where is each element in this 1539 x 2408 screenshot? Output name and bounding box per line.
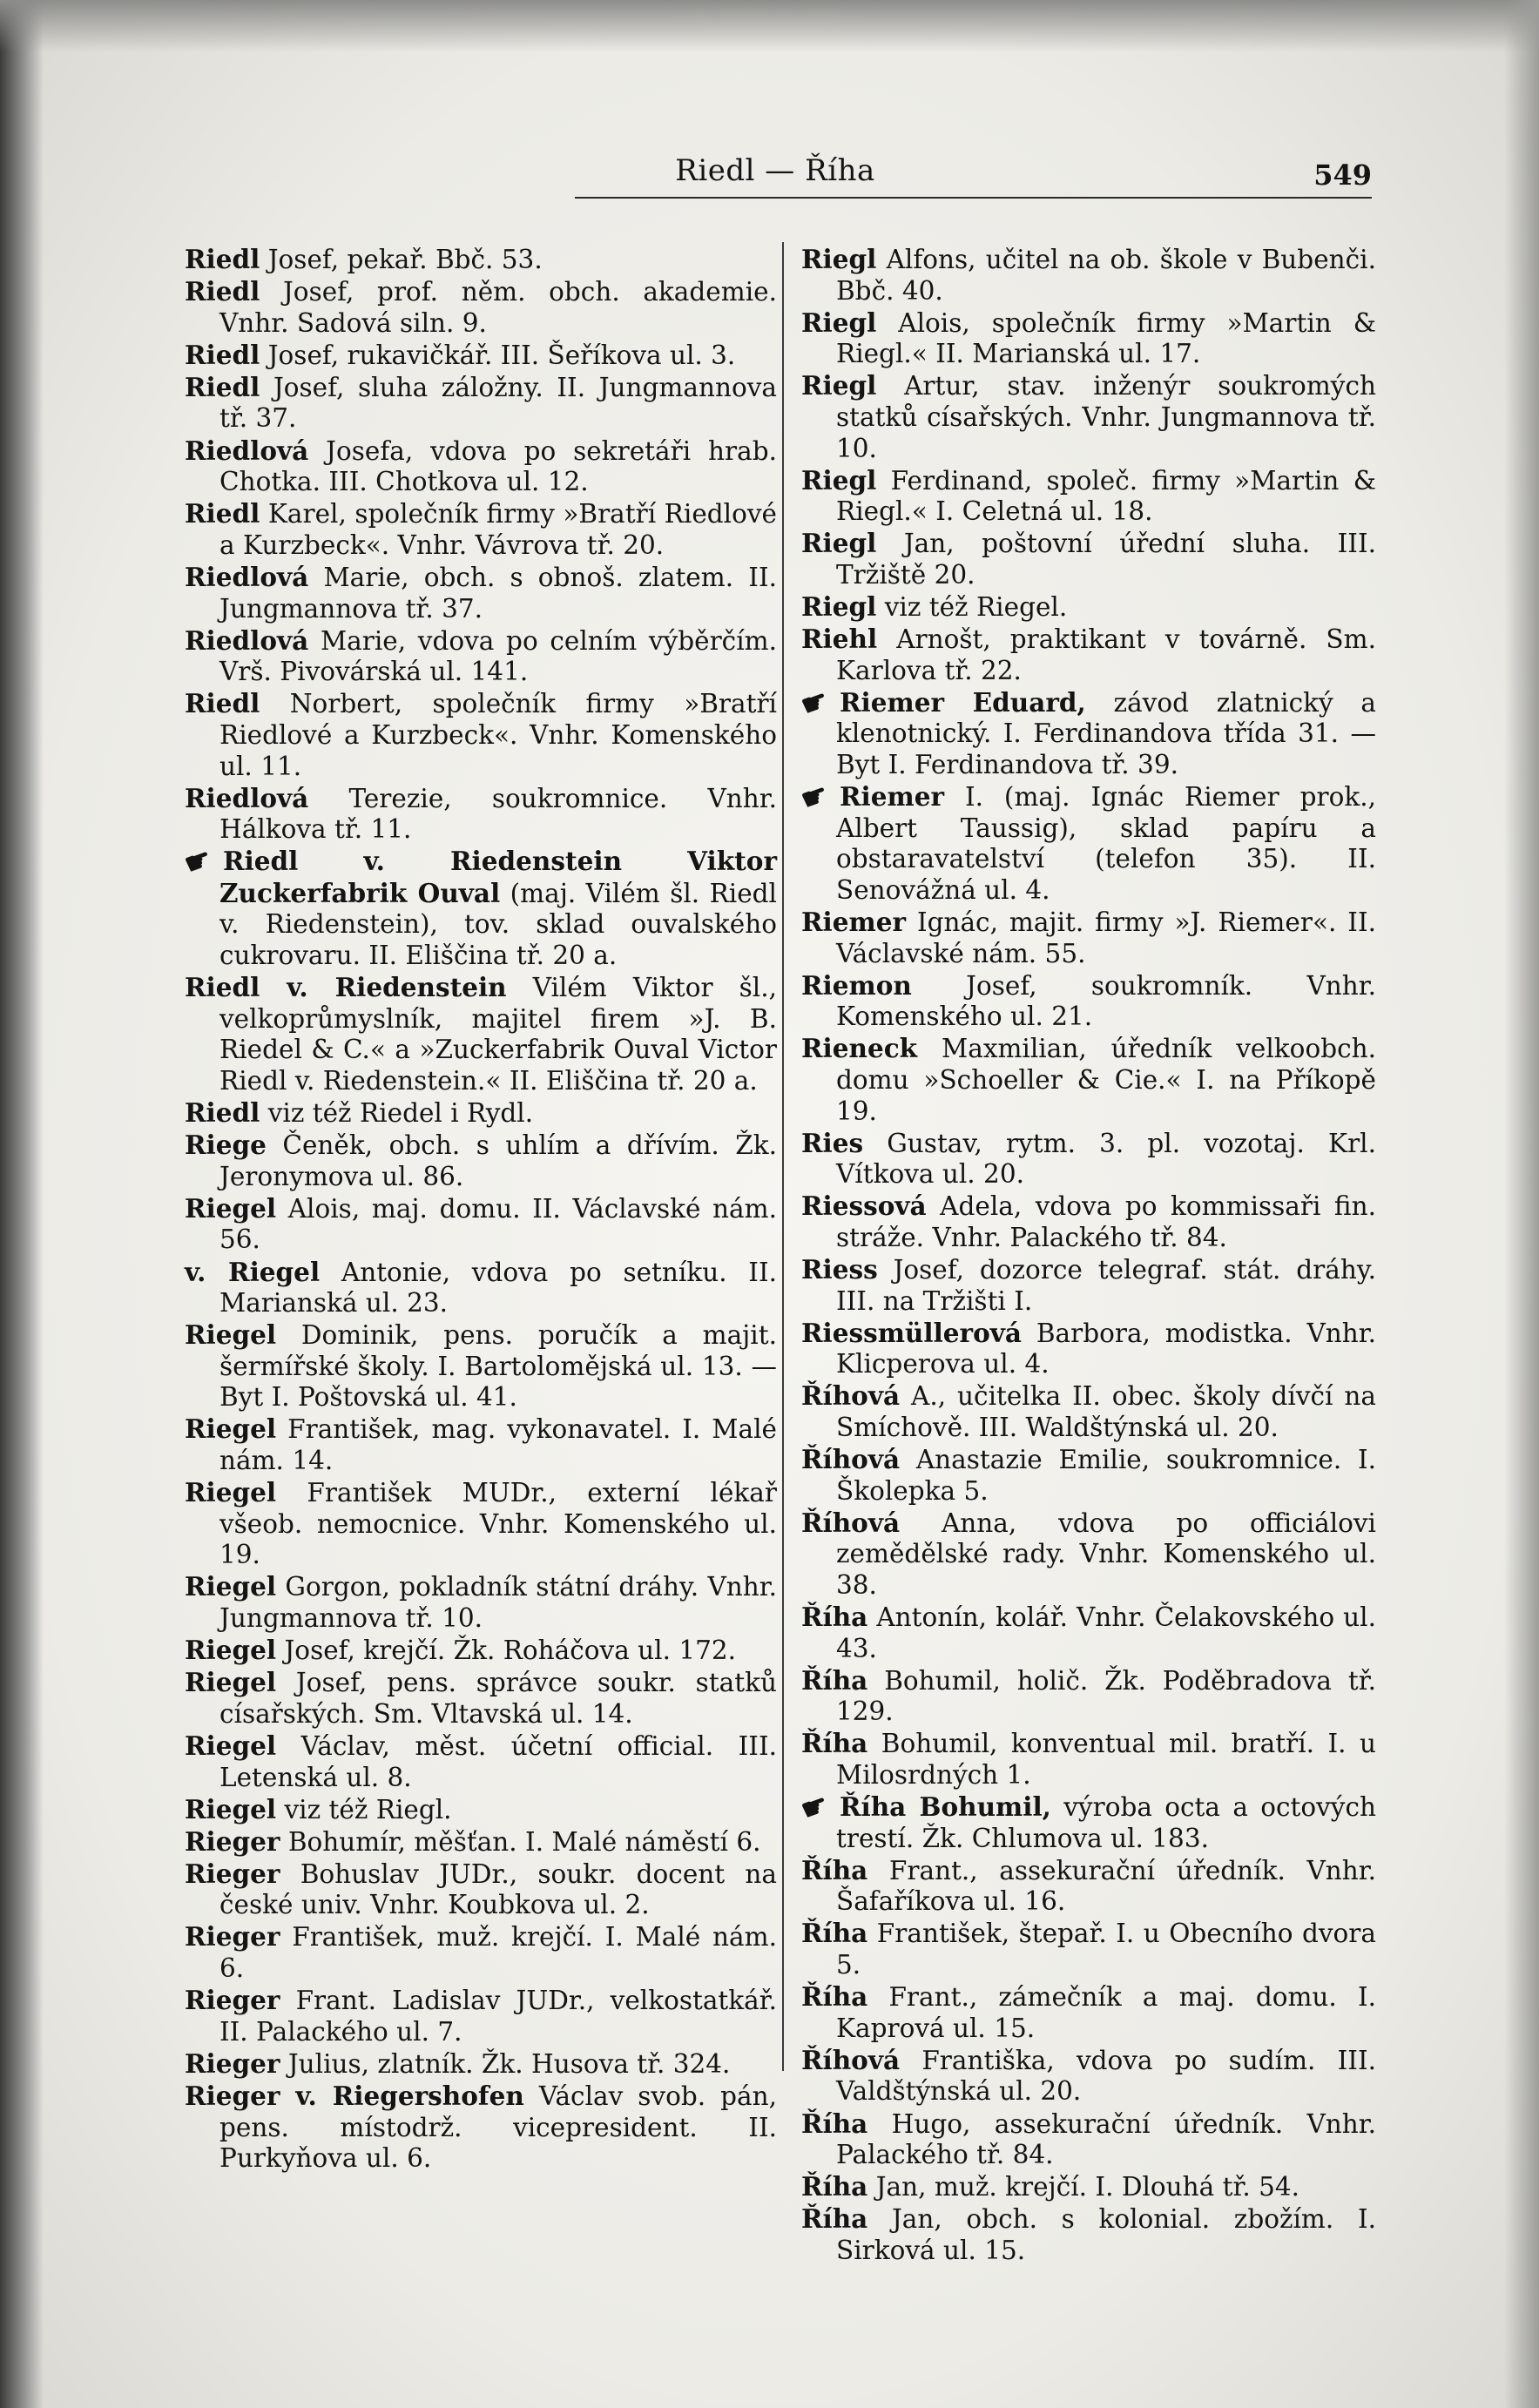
entry-details: Bohumil, konventual mil. bratří. I. u Milosrdných 1.	[836, 1729, 1376, 1790]
entry-details: Václav, měst. účetní official. III. Letenská ul. 8.	[219, 1730, 777, 1792]
entry-details: Josef, pens. správce soukr. statků císařských. Sm. Vltavská ul. 14.	[219, 1668, 777, 1729]
entry-details: Antonín, kolář. Vnhr. Čelakovského ul. 43.	[836, 1602, 1376, 1663]
directory-entry	[801, 1380, 1376, 1443]
directory-entry	[801, 528, 1376, 590]
entry-surname: Riedlová	[185, 624, 309, 656]
directory-entry	[185, 244, 777, 276]
directory-entry	[796, 776, 1376, 906]
directory-entry	[801, 970, 1376, 1033]
entry-surname: Riegel	[185, 1635, 277, 1666]
entry-surname: Riemon	[801, 969, 912, 1001]
entry-details: závod zlatnický a klenotnický. I. Ferdinandova třída 31. — Byt I. Ferdinandova tř. 39.	[836, 687, 1376, 779]
directory-entry	[185, 1477, 777, 1571]
directory-entry	[185, 1097, 777, 1130]
entry-details: Alois, společník firmy »Martin & Riegl.« II. Marianská ul. 17.	[836, 307, 1376, 369]
directory-entry	[185, 1257, 777, 1319]
entry-surname: Riedl	[185, 244, 260, 274]
entry-surname: Říha Bohumil,	[840, 1791, 1051, 1823]
directory-entry	[801, 1128, 1376, 1191]
entry-surname: Říha	[801, 1664, 868, 1696]
directory-entry	[185, 1571, 777, 1634]
entry-surname: Říhová	[801, 1380, 901, 1412]
directory-entry	[801, 1665, 1376, 1728]
entry-surname: Riedlová	[185, 782, 309, 813]
entry-surname: Říha	[801, 2171, 868, 2202]
entry-surname: Riedl	[185, 371, 260, 402]
entry-details: Josef, sluha záložny. II. Jungmannova tř. 37.	[219, 372, 777, 434]
entry-surname: Riedl	[185, 1097, 260, 1129]
entry-details: Josef, dozorce telegraf. stát. dráhy. III. na Tržišti I.	[836, 1255, 1376, 1316]
directory-entry	[801, 1033, 1376, 1127]
directory-entry	[185, 1985, 777, 2047]
directory-entry	[801, 2203, 1376, 2266]
directory-entry	[801, 1318, 1376, 1380]
top-edge-shadow	[0, 0, 1539, 52]
entry-surname: Riemer Eduard,	[840, 686, 1086, 718]
directory-entry	[801, 1444, 1376, 1507]
entry-surname: Riedlová	[185, 561, 309, 592]
entry-surname: Říha	[801, 1854, 868, 1885]
entry-surname: Riegel	[185, 1730, 277, 1761]
pointing-hand-icon: ☛	[796, 776, 834, 819]
entry-surname: Riegel	[185, 1192, 277, 1224]
directory-entry	[185, 972, 777, 1096]
directory-entry	[185, 1319, 777, 1413]
entry-details: viz též Riegel.	[884, 592, 1068, 623]
entry-surname: Riegel	[185, 1571, 277, 1602]
entry-details: Čeněk, obch. s uhlím a dřívím. Žk. Jeronymova ul. 86.	[219, 1130, 777, 1191]
directory-entry	[185, 435, 777, 498]
directory-entry	[801, 2045, 1376, 2108]
directory-entry	[801, 1508, 1376, 1602]
directory-entry	[179, 840, 777, 971]
entry-details: Julius, zlatník. Žk. Husova tř. 324.	[287, 2048, 731, 2079]
directory-entry	[185, 1667, 777, 1730]
page-number: 549	[1313, 159, 1372, 192]
directory-entry	[801, 1981, 1376, 2044]
directory-entry	[185, 1635, 777, 1667]
entry-details: Františka, vdova po sudím. III. Valdštýnská ul. 20.	[836, 2045, 1376, 2107]
entry-details: Ignác, majit. firmy »J. Riemer«. II. Václavské nám. 55.	[836, 907, 1376, 968]
entry-details: A., učitelka II. obec. školy dívčí na Smíchově. III. Waldštýnská ul. 20.	[836, 1381, 1376, 1442]
directory-entry	[801, 1191, 1376, 1253]
directory-entry	[185, 688, 777, 782]
running-title: Riedl — Říha	[675, 153, 875, 188]
entry-surname: Říha	[801, 1728, 868, 1759]
entry-surname: v. Riegel	[185, 1256, 321, 1287]
entry-surname: Riegel	[185, 1319, 277, 1351]
entry-surname: Riegl	[801, 244, 877, 274]
directory-entry	[185, 340, 777, 372]
entry-surname: Riemer	[840, 781, 945, 813]
entry-details: výroba octa a octových trestí. Žk. Chlumova ul. 183.	[836, 1792, 1376, 1853]
directory-entry	[801, 1918, 1376, 1980]
directory-entry	[185, 1413, 777, 1476]
entry-details: Josef, pekař. Bbč. 53.	[267, 245, 543, 274]
entry-surname: Riegl	[801, 591, 877, 623]
entry-details: Anastazie Emilie, soukromnice. I. Školepka 5.	[836, 1445, 1376, 1506]
directory-entry	[801, 1602, 1376, 1664]
entry-details: Marie, obch. s obnoš. zlatem. II. Jungmannova tř. 37.	[219, 562, 777, 624]
directory-entry	[185, 1921, 777, 1984]
pointing-hand-icon: ☛	[179, 840, 217, 883]
entry-surname: Rieger v. Riegershofen	[185, 2080, 524, 2111]
entry-surname: Rieger	[185, 1858, 280, 1889]
entry-surname: Říha	[801, 1602, 868, 1633]
directory-entry	[185, 2081, 777, 2175]
entry-details: Norbert, společník firmy »Bratří Riedlové a Kurzbeck«. Vnhr. Komenského ul. 11.	[219, 689, 777, 781]
entry-details: Dominik, pens. poručík a majit. šermířské školy. I. Bartolomějská ul. 13. — Byt I. Poštovská ul. 41.	[219, 1320, 777, 1413]
entry-details: Josefa, vdova po sekretáři hrab. Chotka. III. Chotkova ul. 12.	[219, 435, 777, 497]
entry-details: Alois, maj. domu. II. Václavské nám. 56.	[219, 1193, 777, 1255]
entry-surname: Riedl	[185, 339, 260, 370]
entry-details: Gustav, rytm. 3. pl. vozotaj. Krl. Vítkova ul. 20.	[836, 1128, 1376, 1190]
directory-entry	[185, 625, 777, 688]
entry-surname: Riegel	[185, 1793, 277, 1825]
entry-details: František MUDr., externí lékař všeob. nemocnice. Vnhr. Komenského ul. 19.	[219, 1478, 777, 1570]
directory-entry	[801, 591, 1376, 624]
right-edge-shadow	[1504, 0, 1539, 2408]
entry-details: Marie, vdova po celním výběrčím. Vrš. Pivovárská ul. 141.	[219, 625, 777, 687]
binding-shadow	[0, 0, 44, 2408]
entry-details: Anna, vdova po officiálovi zemědělské rady. Vnhr. Komenského ul. 38.	[836, 1508, 1376, 1600]
entry-surname: Riegel	[185, 1667, 277, 1698]
directory-entry	[185, 276, 777, 339]
directory-entry	[801, 1254, 1376, 1317]
directory-entry	[801, 624, 1376, 686]
directory-entry	[185, 562, 777, 624]
entry-surname: Rieger	[185, 1921, 280, 1953]
entry-details: I. (maj. Ignác Riemer prok., Albert Taussig), sklad papíru a obstaravatelství (telefon 35). II. Senovážná ul. 4.	[836, 782, 1376, 905]
entry-surname: Riessmüllerová	[801, 1317, 1023, 1348]
entry-surname: Riehl	[801, 624, 878, 655]
directory-entry	[801, 465, 1376, 528]
entry-surname: Říha	[801, 2203, 868, 2235]
entry-details: Karel, společník firmy »Bratří Riedlové a Kurzbeck«. Vnhr. Vávrova tř. 20.	[219, 499, 777, 560]
entry-surname: Říha	[801, 1981, 868, 2013]
entry-details: Bohuslav JUDr., soukr. docent na české univ. Vnhr. Koubkova ul. 2.	[219, 1858, 777, 1920]
directory-entry	[801, 370, 1376, 464]
header-rule	[575, 197, 1372, 199]
entry-details: Adela, vdova po kommissaři fin. stráže. Vnhr. Palackého tř. 84.	[836, 1191, 1376, 1252]
entry-details: Gorgon, pokladník státní dráhy. Vnhr. Jungmannova tř. 10.	[219, 1572, 777, 1634]
directory-entry	[185, 1730, 777, 1793]
entry-details: Bohumil, holič. Žk. Poděbradova tř. 129.	[836, 1665, 1376, 1727]
entry-surname: Riegl	[801, 307, 877, 338]
entry-details: Vilém Viktor šl., velkoprůmyslník, majitel firem »J. B. Riedel & C.« a »Zuckerfabrik Ouval Victor Riedl v. Riedenstein.« II. Eliščina tř. 20 a.	[219, 973, 777, 1096]
pointing-hand-icon: ☛	[796, 1786, 834, 1829]
entry-details: Antonie, vdova po setníku. II. Marianská ul. 23.	[219, 1257, 777, 1319]
right-column	[796, 244, 1376, 2267]
entry-surname: Rieger	[185, 1825, 280, 1857]
entry-surname: Riedlová	[185, 435, 309, 466]
entry-details: Artur, stav. inženýr soukromých statků císařských. Vnhr. Jungmannova tř. 10.	[836, 371, 1376, 463]
directory-entry	[801, 1855, 1376, 1918]
entry-details: Jan, poštovní úřední sluha. III. Tržiště 20.	[836, 529, 1376, 590]
page-header	[179, 148, 1372, 200]
entry-details: Frant., zámečník a maj. domu. I. Kaprová ul. 15.	[836, 1982, 1376, 2043]
entry-details: Barbora, modistka. Vnhr. Klicperova ul. 4.	[836, 1318, 1376, 1379]
entry-details: Frant. Ladislav JUDr., velkostatkář. II. Palackého ul. 7.	[219, 1986, 777, 2047]
directory-entry	[185, 1130, 777, 1192]
entry-surname: Rieger	[185, 1985, 280, 2016]
entry-details: Josef, rukavičkář. III. Šeříkova ul. 3.	[267, 340, 736, 370]
entry-details: (maj. Vilém šl. Riedl v. Riedenstein), tov. sklad ouvalského cukrovaru. II. Eliščina tř. 20 a.	[219, 878, 777, 971]
entry-details: viz též Riedel i Rydl.	[267, 1098, 534, 1129]
entry-details: Bohumír, měšťan. I. Malé náměstí 6.	[287, 1826, 761, 1857]
directory-entry	[185, 1794, 777, 1826]
entry-details: Terezie, soukromnice. Vnhr. Hálkova tř. 11.	[219, 783, 777, 845]
entry-details: Frant., assekurační úředník. Vnhr. Šafaříkova ul. 16.	[836, 1855, 1376, 1917]
directory-entry	[185, 372, 777, 435]
directory-entry	[801, 2108, 1376, 2171]
entry-details: Václav svob. pán, pens. místodrž. vicepresident. II. Purkyňova ul. 6.	[219, 2081, 778, 2174]
entry-surname: Riedl	[185, 276, 260, 307]
pointing-hand-icon: ☛	[796, 682, 834, 725]
entry-surname: Riege	[185, 1130, 267, 1161]
entry-details: Josef, krejčí. Žk. Roháčova ul. 172.	[284, 1636, 737, 1666]
directory-entry	[185, 498, 777, 561]
entry-details: František, mag. vykonavatel. I. Malé nám. 14.	[219, 1414, 777, 1476]
directory-entry	[801, 2171, 1376, 2203]
entry-surname: Říhová	[801, 1507, 901, 1538]
entry-details: Ferdinand, společ. firmy »Martin & Riegl.« I. Celetná ul. 18.	[836, 465, 1376, 527]
entry-surname: Říhová	[801, 2044, 901, 2075]
directory-entry	[796, 682, 1376, 781]
entry-surname: Riedl	[185, 688, 260, 719]
entry-details: Josef, prof. něm. obch. akademie. Vnhr. Sadová siln. 9.	[219, 277, 777, 338]
left-column	[179, 244, 778, 2175]
entry-surname: Riedl v. Riedenstein Viktor Zuckerfabrik Ouval	[219, 846, 777, 908]
entry-details: Alfons, učitel na ob. škole v Bubenči. Bbč. 40.	[836, 245, 1376, 306]
entry-surname: Riedl v. Riedenstein	[185, 972, 507, 1003]
directory-entry	[185, 1826, 777, 1858]
directory-entry	[185, 1858, 777, 1921]
entry-details: Maxmilian, úředník velkoobch. domu »Schoeller & Cie.« I. na Příkopě 19.	[836, 1034, 1376, 1126]
entry-details: František, muž. krejčí. I. Malé nám. 6.	[219, 1922, 777, 1984]
entry-details: Jan, obch. s kolonial. zbožím. I. Sirková ul. 15.	[836, 2204, 1376, 2265]
entry-surname: Říha	[801, 2108, 868, 2139]
entry-details: Arnošt, praktikant v továrně. Sm. Karlova tř. 22.	[836, 624, 1376, 685]
entry-surname: Riedl	[185, 498, 260, 529]
directory-entry	[185, 1193, 777, 1256]
entry-surname: Riemer	[801, 906, 907, 937]
directory-entry	[185, 783, 777, 846]
entry-surname: Riegel	[185, 1413, 277, 1445]
entry-surname: Říha	[801, 1918, 868, 1949]
entry-surname: Říhová	[801, 1444, 901, 1475]
entry-details: Hugo, assekurační úředník. Vnhr. Palackého tř. 84.	[836, 2108, 1376, 2170]
entry-details: Jan, muž. krejčí. I. Dlouhá tř. 54.	[875, 2172, 1300, 2202]
entry-surname: Ries	[801, 1127, 864, 1158]
entry-surname: Riegel	[185, 1477, 277, 1508]
entry-surname: Riess	[801, 1254, 878, 1285]
entry-surname: Riegl	[801, 464, 877, 496]
directory-entry	[801, 907, 1376, 969]
entry-details: viz též Riegl.	[284, 1794, 452, 1825]
entry-details: Josef, soukromník. Vnhr. Komenského ul. 21.	[836, 970, 1376, 1032]
entry-surname: Riegl	[801, 370, 877, 401]
entry-surname: Riegl	[801, 528, 877, 559]
entry-surname: Riessová	[801, 1191, 927, 1222]
entry-surname: Rieger	[185, 2047, 280, 2079]
directory-entry	[801, 1728, 1376, 1791]
directory-entry	[801, 307, 1376, 370]
directory-entry	[796, 1786, 1376, 1854]
directory-entry	[185, 2048, 777, 2081]
directory-entry	[801, 244, 1376, 307]
entry-surname: Rieneck	[801, 1033, 918, 1064]
entry-details: František, štepař. I. u Obecního dvora 5.	[836, 1919, 1376, 1980]
column-divider	[782, 242, 784, 2071]
